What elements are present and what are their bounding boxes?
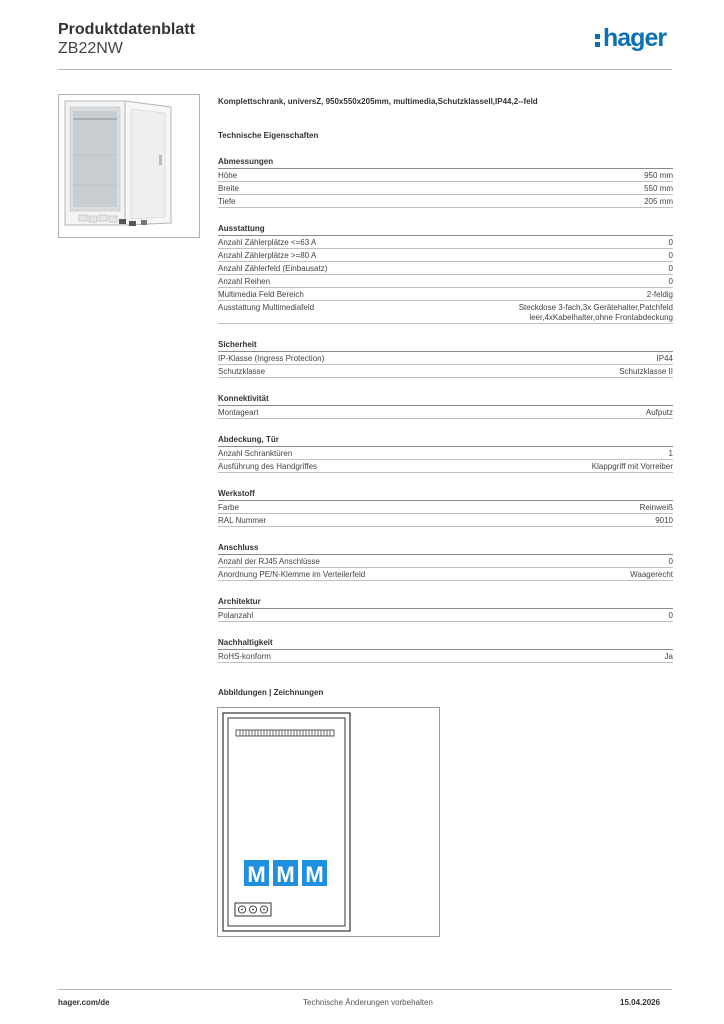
spec-value: 0 [668, 238, 673, 247]
spec-row [218, 249, 673, 262]
spec-label: Höhe [218, 171, 238, 180]
header-divider [58, 69, 672, 70]
spec-row [218, 275, 673, 288]
spec-label: RAL Nummer [218, 516, 267, 525]
section-architektur [218, 597, 673, 622]
spec-value: 0 [668, 557, 673, 566]
spec-value: Schutzklasse II [619, 367, 673, 376]
spec-label: Anzahl der RJ45 Anschlüsse [218, 557, 320, 566]
spec-content [218, 97, 673, 663]
spec-label: RoHS-konform [218, 652, 271, 661]
section-konnektivitaet [218, 394, 673, 419]
section-title: Werkstoff [218, 489, 673, 501]
spec-label: Schutzklasse [218, 367, 266, 376]
section-anschluss [218, 543, 673, 581]
spec-row [218, 406, 673, 419]
footer-note: Technische Änderungen vorbehalten [303, 998, 433, 1007]
spec-value: 550 mm [644, 184, 673, 193]
spec-row [218, 460, 673, 473]
spec-value: 0 [668, 277, 673, 286]
spec-value: 2-feldig [646, 290, 673, 299]
spec-label: Polanzahl [218, 611, 254, 620]
spec-row [218, 195, 673, 208]
section-title: Nachhaltigkeit [218, 638, 673, 650]
spec-value: Ja [664, 652, 673, 661]
logo-colon-mark [595, 34, 601, 50]
section-werkstoff [218, 489, 673, 527]
spec-row [218, 609, 673, 622]
spec-label: Ausstattung Multimediafeld [218, 303, 315, 312]
spec-row [218, 262, 673, 275]
spec-label: Anzahl Reihen [218, 277, 271, 286]
spec-label: Tiefe [218, 197, 236, 206]
product-description: Komplettschrank, universZ, 950x550x205mm, multimedia,Schutzklassell,IP44,2--feld [218, 97, 538, 106]
spec-row [218, 555, 673, 568]
product-image [58, 94, 200, 238]
section-title: Architektur [218, 597, 673, 609]
product-code: ZB22NW [58, 40, 123, 57]
spec-row [218, 352, 673, 365]
spec-row [218, 650, 673, 663]
spec-value: 1 [668, 449, 673, 458]
spec-label: Farbe [218, 503, 239, 512]
spec-row [218, 514, 673, 527]
spec-value: 0 [668, 611, 673, 620]
section-nachhaltigkeit [218, 638, 673, 663]
spec-label: Montageart [218, 408, 259, 417]
footer-date: 15.04.2026 [620, 998, 661, 1007]
footer-website-link[interactable]: hager.com/de [58, 998, 110, 1007]
spec-value: 0 [668, 264, 673, 273]
section-title: Abmessungen [218, 157, 673, 169]
section-sicherheit [218, 340, 673, 378]
spec-value: 205 mm [644, 197, 673, 206]
spec-row [218, 182, 673, 195]
spec-value: Steckdose 3-fach,3x Gerätehalter,Patchfeld leer,4xKabelhalter,ohne Frontabdeckung [518, 303, 673, 322]
spec-label: Breite [218, 184, 239, 193]
logo-text: hager [603, 24, 667, 52]
spec-label: Multimedia Feld Bereich [218, 290, 304, 299]
spec-row [218, 288, 673, 301]
spec-value: Aufputz [645, 408, 673, 417]
page-title: Produktdatenblatt [58, 21, 195, 38]
spec-label: Anzahl Schranktüren [218, 449, 293, 458]
section-title: Konnektivität [218, 394, 673, 406]
spec-value: 950 mm [644, 171, 673, 180]
section-title: Anschluss [218, 543, 673, 555]
section-title: Ausstattung [218, 224, 673, 236]
spec-label: Ausführung des Handgriffes [218, 462, 318, 471]
technical-drawing [217, 707, 440, 937]
spec-row [218, 501, 673, 514]
tech-properties-heading: Technische Eigenschaften [218, 131, 319, 140]
spec-value: Reinweiß [639, 503, 673, 512]
cabinet-front-drawing [218, 708, 439, 936]
spec-value: Klappgriff mit Vorreiber [591, 462, 673, 471]
spec-row [218, 447, 673, 460]
section-title: Sicherheit [218, 340, 673, 352]
spec-label: Anzahl Zählerplätze <=63 A [218, 238, 317, 247]
spec-value: 9010 [655, 516, 673, 525]
spec-value: IP44 [656, 354, 673, 363]
spec-label: Anordnung PE/N-Klemme im Verteilerfeld [218, 570, 366, 579]
section-ausstattung [218, 224, 673, 324]
multimedia-label: M [305, 862, 324, 887]
spec-row [218, 301, 673, 324]
spec-row [218, 236, 673, 249]
multimedia-label: M [247, 862, 266, 887]
spec-label: Anzahl Zählerfeld (Einbausatz) [218, 264, 328, 273]
spec-value: Waagerecht [630, 570, 673, 579]
figures-heading: Abbildungen | Zeichnungen [218, 688, 324, 697]
spec-row [218, 169, 673, 182]
section-abmessungen [218, 157, 673, 208]
multimedia-label: M [276, 862, 295, 887]
cabinet-photo-illustration [59, 95, 199, 237]
spec-row [218, 365, 673, 378]
hager-logo [595, 24, 675, 58]
spec-label: IP-Klasse (Ingress Protection) [218, 354, 325, 363]
spec-value: 0 [668, 251, 673, 260]
spec-label: Anzahl Zählerplätze >=80 A [218, 251, 317, 260]
footer-divider [58, 989, 672, 990]
spec-row [218, 568, 673, 581]
section-title: Abdeckung, Tür [218, 435, 673, 447]
section-abdeckung-tuer [218, 435, 673, 473]
